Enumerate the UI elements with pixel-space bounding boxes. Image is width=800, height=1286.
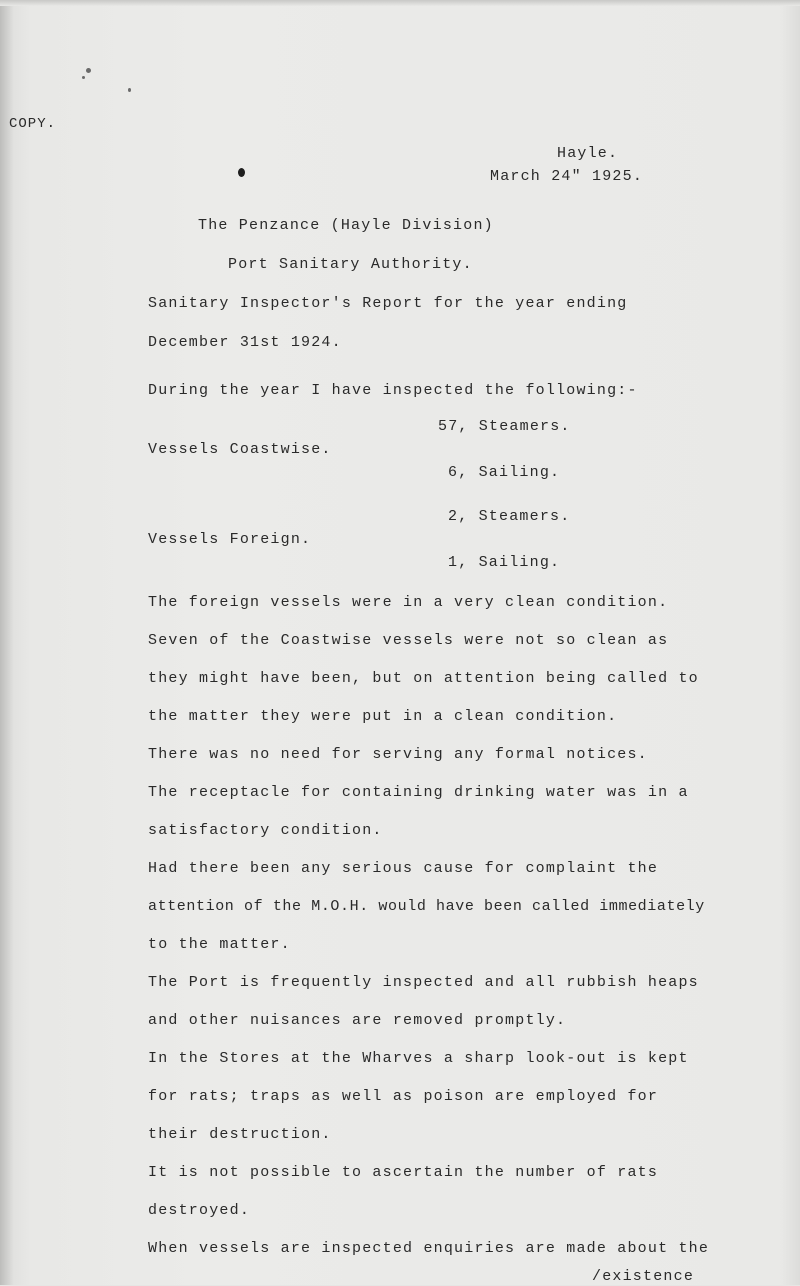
foreign-label: Vessels Foreign.: [148, 531, 312, 548]
title-line-2: Port Sanitary Authority.: [228, 256, 473, 273]
body-line: Seven of the Coastwise vessels were not so clean as: [148, 632, 669, 649]
page-left-edge-shadow: [0, 0, 14, 1285]
body-line: When vessels are inspected enquiries are made about the: [148, 1240, 710, 1257]
coastwise-steamers: 57, Steamers.: [438, 418, 571, 435]
body-line: destroyed.: [148, 1202, 251, 1219]
body-line: satisfactory condition.: [148, 822, 383, 839]
body-line: The receptacle for containing drinking water was in a: [148, 784, 689, 801]
body-line: the matter they were put in a clean condition.: [148, 708, 618, 725]
ink-speck: [128, 88, 131, 92]
body-line: The foreign vessels were in a very clean condition.: [148, 594, 669, 611]
body-line: and other nuisances are removed promptly.: [148, 1012, 567, 1029]
body-line: for rats; traps as well as poison are employed for: [148, 1088, 659, 1105]
place-line: Hayle.: [557, 145, 619, 162]
foreign-sailing: 1, Sailing.: [448, 554, 561, 571]
body-line: In the Stores at the Wharves a sharp look-out is kept: [148, 1050, 689, 1067]
body-line: they might have been, but on attention being called to: [148, 670, 699, 687]
body-line: their destruction.: [148, 1126, 332, 1143]
ink-blot-icon: [238, 168, 245, 177]
date-line: March 24" 1925.: [490, 168, 644, 185]
copy-mark: COPY.: [9, 116, 57, 132]
ink-speck: [82, 76, 85, 79]
page-top-edge-shadow: [0, 0, 800, 6]
title-line-3: Sanitary Inspector's Report for the year ending: [148, 295, 628, 312]
intro-line: During the year I have inspected the following:-: [148, 382, 638, 399]
title-line-4: December 31st 1924.: [148, 334, 342, 351]
coastwise-label: Vessels Coastwise.: [148, 441, 332, 458]
coastwise-sailing: 6, Sailing.: [448, 464, 561, 481]
body-line: attention of the M.O.H. would have been called immediately: [148, 898, 705, 915]
body-line: Had there been any serious cause for complaint the: [148, 860, 659, 877]
title-line-1: The Penzance (Hayle Division): [198, 217, 494, 234]
ink-speck: [86, 68, 91, 73]
body-line: It is not possible to ascertain the number of rats: [148, 1164, 659, 1181]
continuation-catchword: /existence: [592, 1268, 695, 1285]
body-line: There was no need for serving any formal notices.: [148, 746, 648, 763]
body-line: The Port is frequently inspected and all rubbish heaps: [148, 974, 699, 991]
foreign-steamers: 2, Steamers.: [448, 508, 571, 525]
body-line: to the matter.: [148, 936, 291, 953]
